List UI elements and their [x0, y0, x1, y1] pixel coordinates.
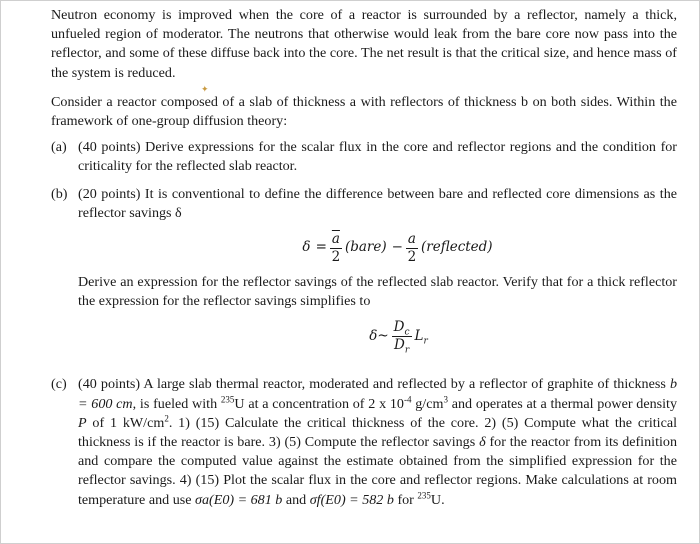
eq1-equals: = — [315, 239, 327, 256]
part-a-text: (40 points) Derive expressions for the scalar flux in the core and reflector regions and the condition for criticality for the reflected slab reactor. — [78, 139, 677, 175]
part-b — [51, 185, 677, 362]
part-c — [51, 375, 677, 509]
part-a-label: (a) — [51, 139, 67, 156]
part-c-text: (40 points) A large slab thermal reactor, moderated and reflected by a reflector of graphite of thickness b = 600 cm, is fueled with $^{235}$U at a concentration of 2 x $10^{-4}$ $g/cm^3$ and operates at a thermal power density P of 1 $kW/cm^2$. 1) (15) Calculate the critical thickness of the core. 2) (5) Compute what the critical thickness is if the reactor is bare. 3) (5) Compute the reflector savings δ for the reactor from its definition and compare the computed value against the estimate obtained from the simplified expression for the reflector savings. 4) (15) Plot the scalar flux in the core and reflector regions. Make calculations at room temperature and use σa(E0) = 681 b and σf(E0) = 582 b for $^{235}$U. — [78, 376, 677, 508]
eq1-den-bare: 2 — [331, 248, 341, 265]
eq1-num-bare: $\overline{a}$ — [331, 230, 340, 247]
eq2-delta: δ~ — [369, 327, 389, 344]
part-a — [51, 138, 677, 176]
eq1-den-reflected: 2 — [407, 248, 417, 265]
reflector-savings-definition-equation — [118, 223, 677, 273]
eq1-minus: − — [391, 239, 403, 256]
setup-paragraph: Consider a reactor composed of a slab of thickness a with reflectors of thickness b on both sides. Within the framework of one-group diffusion theory: — [51, 93, 677, 130]
part-b-label: (b) — [51, 185, 68, 202]
eq1-reflected-label: (reflected) — [420, 239, 493, 256]
eq1-fraction-reflected — [406, 232, 418, 265]
eq1-num-reflected: a — [407, 230, 416, 247]
eq1-fraction-bare — [330, 232, 342, 265]
part-b-text: (20 points) It is conventional to define the difference between bare and reflected core dimensions as the reflector savings δ — [78, 185, 677, 221]
part-b-text2: Derive an expression for the reflector savings of the reflected slab reactor. Verify that for a thick reflector the expression for the reflector savings simplifies to — [78, 274, 677, 310]
eq2-fraction — [392, 318, 412, 356]
intro-paragraph: Neutron economy is improved when the core of a reactor is surrounded by a reflector, namely a thick, unfueled region of moderator. The neutrons that otherwise would leak from the bare core now pass into the reflector, and some of these diffuse back into the core. The net result is that the critical size, and hence mass of the system is reduced. — [51, 7, 677, 81]
sigma-f-value: σf(E0) = 582 b — [309, 491, 394, 508]
thick-reflector-savings-equation — [120, 311, 677, 361]
eq1-delta: δ — [302, 239, 311, 256]
part-c-label: (c) — [51, 376, 67, 393]
eq2-tail: $L_r$ — [414, 327, 428, 347]
eq1-bare-label: (bare) — [344, 239, 387, 256]
eq2-num: $D_c$ — [393, 318, 410, 338]
sigma-a-value: σa(E0) = 681 b — [195, 491, 283, 508]
thickness-b-value: b = 600 cm — [78, 376, 677, 412]
cursor-mark-icon: ✦ — [201, 85, 209, 95]
eq2-den: $D_r$ — [394, 336, 410, 356]
